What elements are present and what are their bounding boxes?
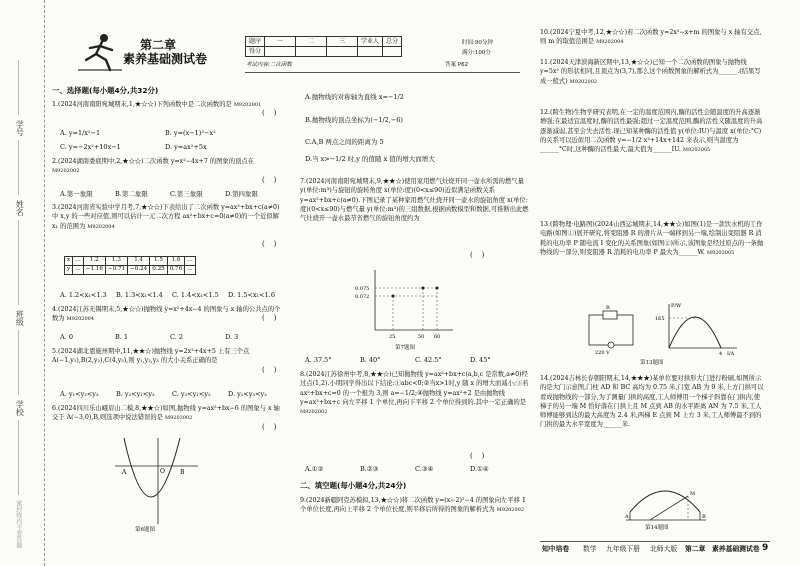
- footer-test: 素养基础测试卷: [712, 545, 760, 553]
- question-code: M9202004: [66, 316, 94, 323]
- question-code: M9202002: [300, 409, 328, 416]
- y-axis-label: P/W: [671, 303, 682, 309]
- option-a[interactable]: A. y=1/x²−1: [60, 129, 101, 137]
- option-c[interactable]: C. 2: [170, 333, 184, 341]
- option-b[interactable]: B. y₂<y₁<y₃: [116, 390, 155, 398]
- question-10: [540, 28, 765, 48]
- sidebar-label-class: 班级: [15, 310, 25, 326]
- question-5: [52, 347, 284, 366]
- figure-14-arch: [620, 480, 710, 525]
- question-6: [52, 404, 284, 424]
- option-d[interactable]: D. y₁<y₃<y₂: [228, 390, 267, 398]
- score-cell: 二: [296, 37, 327, 47]
- option-a[interactable]: A.第一象限: [60, 190, 93, 198]
- table-cell: −1.16: [83, 266, 105, 275]
- table-cell: 0.76: [167, 266, 184, 275]
- question-text: 8.(2024江苏徐州中考,8,★★☆)已知抛物线 y=ax²+bx+c(a,b,c 是常数,a≠0)经过点(1,2).小明同学得出以下结论:①abc<0;②当x>1时,y 随 x 的增大而减小;③若 ax²+bx+c=0 的一个根为 3,则 a=−1/2;④抛物线 y=ax²+2 是由抛物线 y=ax²+bx+c 向左平移 1 个单位,再向下平移 2 个单位得到的.其中一定正确的是: [300, 371, 529, 406]
- score-cell[interactable]: [383, 47, 402, 57]
- question-3: [52, 203, 284, 232]
- score-cell: 一: [265, 37, 296, 47]
- figure-7-graph: [355, 268, 455, 340]
- table-cell: 1.3: [105, 257, 127, 266]
- x-tick-label: 60: [434, 334, 441, 340]
- option-d[interactable]: D.第四象限: [225, 190, 259, 198]
- question-text: 11.(2024天津滨海新区期中,13,★☆☆)已知一个二次函数的图象与抛物线 y=5x² 的形状相同,且顶点为(3,7),那么这个函数图象的解析式为______.(结果写成一般式): [540, 59, 761, 85]
- option-a[interactable]: A. y₁<y₂<y₃: [60, 390, 99, 398]
- score-cell[interactable]: [358, 47, 383, 57]
- table-cell: −0.71: [105, 266, 127, 275]
- table-cell: 1.5: [150, 257, 167, 266]
- option-d[interactable]: D. 1.5<x₁<1.6: [228, 291, 275, 299]
- svg-text:B: B: [180, 469, 185, 476]
- question-code: M9202001: [233, 102, 262, 108]
- question-code: M9202002: [52, 168, 80, 175]
- question-text: 6.(2024四川乐山峨眉山二模,8,★★☆)如图,抛物线 y=ax²+bx−6 的图象与 x 轴交于 A(−3,0),B,则选项中说法错误的是: [52, 405, 280, 422]
- voltage-label: 220 V: [595, 350, 610, 355]
- table-cell: …: [185, 266, 196, 275]
- option-a[interactable]: A. 1.2<x₁<1.3: [60, 291, 107, 299]
- question-code: M9202002: [569, 78, 598, 85]
- full-score: 满分:100分: [462, 50, 491, 56]
- table-cell: 1.4: [128, 257, 150, 266]
- footer-brand: 知中培卷: [542, 545, 570, 553]
- svg-text:A: A: [625, 514, 629, 520]
- table-cell: …: [73, 266, 84, 275]
- table-cell: 1.2: [83, 257, 105, 266]
- question-13: [540, 220, 765, 258]
- footer-grade: 九年级下册: [606, 545, 640, 553]
- option-b[interactable]: B.②③: [360, 465, 379, 473]
- table-cell: …: [185, 257, 196, 266]
- binding-margin: [0, 0, 45, 566]
- section-choice-heading: 一、选择题(每小题4分,共32分): [52, 86, 159, 95]
- question-code: M9202004: [87, 223, 115, 230]
- table-cell: 0.25: [150, 266, 167, 275]
- section-fill-heading: 二、填空题(每小题4分,共24分): [300, 481, 407, 490]
- test-title: 素养基础测试卷: [123, 52, 208, 66]
- question-text: 1.(2024河南南阳宛城期末,1,★☆☆)下列函数中是二次函数的是: [52, 101, 232, 108]
- x-tick-label: 50: [418, 334, 425, 340]
- option-c[interactable]: C.③④: [415, 465, 434, 473]
- sidebar-rule: [18, 220, 19, 305]
- table-cell: y: [65, 266, 73, 275]
- figure-caption: 第7题图: [395, 345, 415, 351]
- score-cell: 三: [327, 37, 358, 47]
- question-7: [300, 177, 530, 223]
- question-text: 5.(2024湖北恩施州期中,11,★★☆)抛物线 y=2x²+4x+5 上有三个点 A(−1,y₁),B(2,y₂),C(4,y₃),则 y₁,y₂,y₃ 的大小关系正确的是: [52, 348, 250, 365]
- table-cell: x: [65, 257, 73, 266]
- question-code: M9202005: [682, 147, 711, 154]
- runner-illustration-icon: [70, 30, 130, 80]
- sidebar-label-name: 姓名: [15, 200, 25, 216]
- figure-caption: 第6题图: [135, 527, 155, 533]
- question-code: M9202004: [596, 39, 624, 46]
- score-cell: 学业人: [358, 37, 383, 47]
- answer-paren[interactable]: ( ): [262, 423, 277, 431]
- question-text: 9.(2024新疆阿克苏模拟,13,★☆☆)将二次函数 y=(x−2)²−4 的图象向左平移 1 个单位长度,再向上平移 2 个单位长度,则平移后所得的图象的解析式为: [300, 497, 526, 514]
- y-tick-label: 0.075: [355, 286, 370, 292]
- time-limit: 时间:90分钟: [462, 40, 493, 46]
- score-table: [245, 36, 402, 57]
- score-cell: 题序: [246, 37, 265, 47]
- score-cell: 得分: [246, 47, 265, 57]
- question-1: [52, 100, 284, 110]
- option-d[interactable]: D. 3: [225, 333, 239, 341]
- option-c[interactable]: C.A,B 两点之间的距离为 5: [305, 138, 384, 146]
- answer-paren[interactable]: ( ): [470, 251, 485, 259]
- option-c[interactable]: C. y₃<y₁<y₂: [172, 390, 211, 398]
- question-14: [540, 374, 765, 430]
- figure-caption: 第14题图: [645, 525, 669, 531]
- footer-edition: 北师大版: [650, 545, 678, 553]
- question-text: 3.(2024河南省实验中学月考,7,★☆☆)下表给出了二次函数 y=ax²+bx+c(a≠0)中 x,y 的一些对应值,则可以估计一元二次方程 ax²+bx+c=0(a≠0)的一个近似解 x₁ 的范围为: [52, 204, 280, 230]
- question-text: 10.(2024宁夏中考,12,★☆☆)若二次函数 y=2x²−x+m 的图象与 x 轴有交点,则 m 的取值范围是: [540, 29, 762, 46]
- question-text: 2.(2024湖南娄底期中,2,★☆☆)二次函数 y=x²−4x+7 的图象的顶点在: [52, 158, 254, 165]
- score-cell[interactable]: [296, 47, 327, 57]
- figure-6-parabola: [110, 436, 200, 526]
- question-9: [300, 496, 530, 516]
- sidebar-seal-stamp: 密封线内不要答题: [14, 500, 22, 548]
- question-8: [300, 370, 530, 417]
- figure-13-circuit: [575, 305, 645, 355]
- sidebar-rule: [18, 420, 19, 495]
- option-a[interactable]: A.抛物线的对称轴为直线 x=−1/2: [305, 93, 404, 101]
- peak-label: 165: [655, 316, 665, 322]
- option-a[interactable]: A.①②: [305, 465, 324, 473]
- xy-value-table: [64, 256, 196, 275]
- figure-caption: 第13题图: [640, 360, 664, 366]
- answer-ref: 答案 P62: [445, 62, 469, 68]
- question-11: [540, 58, 765, 87]
- svg-text:M: M: [690, 491, 696, 497]
- page-number: 9: [762, 543, 769, 553]
- sidebar-rule: [18, 140, 19, 195]
- option-c[interactable]: C. 42.5°: [415, 356, 442, 364]
- option-d[interactable]: D. 45°: [470, 356, 491, 364]
- question-code: M9202002: [496, 507, 525, 514]
- x-tick-label: 25: [389, 334, 396, 340]
- option-c[interactable]: C. y=−2x²+10x−1: [60, 143, 121, 151]
- question-text: 12.(跨生物)生物学研究表明,在一定的温度范围内,酶的活性会随温度的升高逐渐增强;在最适宜温度时,酶的活性最强;超过一定温度范围,酶的活性又随温度的升高逐渐减弱,甚至会失去活性.现已知某种酶的活性值 y(单位:IU)与温度 x(单位:°C)的关系可以近似用二次函数 y=−1/2 x²+14x+142 来表示,则当温度为______°C时,这种酶的活性最大,最大值为______IU.: [540, 109, 763, 154]
- answer-paren[interactable]: ( ): [470, 452, 485, 460]
- option-d[interactable]: D. y=ax²+5x: [165, 143, 207, 151]
- option-b[interactable]: B. 1.3<x₁<1.4: [116, 291, 163, 299]
- option-b[interactable]: B.抛物线的顶点坐标为(−1/2,−6): [305, 116, 403, 124]
- sidebar-label-id: 学号: [15, 120, 25, 136]
- svg-text:A: A: [122, 469, 127, 476]
- option-b[interactable]: B.第二象限: [115, 190, 148, 198]
- answer-paren[interactable]: ( ): [262, 240, 277, 248]
- table-cell: −0.24: [128, 266, 150, 275]
- sidebar-rule: [18, 60, 19, 115]
- question-code: M9202005: [706, 249, 735, 256]
- header-rule: [245, 72, 520, 73]
- footer-chapter: 第二章: [685, 545, 706, 553]
- x-axis-label: I/A: [727, 351, 735, 356]
- score-cell[interactable]: [327, 47, 358, 57]
- footer-subject: 数学: [583, 545, 597, 553]
- option-b[interactable]: B. 40°: [360, 356, 381, 364]
- question-code: M9202002: [164, 415, 193, 422]
- x-tick-label: 4: [719, 351, 723, 356]
- option-c[interactable]: C. 1.4<x₁<1.5: [172, 291, 219, 299]
- score-cell: 总分: [383, 37, 402, 47]
- question-text: 4.(2024江苏无锡期末,5,★☆☆)抛物线 y=x²+4x−4 的图象与 x 轴的公共点的个数为: [52, 306, 281, 323]
- question-2: [52, 157, 282, 177]
- question-text: 7.(2024河南南阳宛城期末,9,★★☆)使用家用燃气灶烧开同一壶水所需的燃气量 y(单位:m³)与旋钮的旋转角度 x(单位:度)(0<x≤90)近似满足函数关系 y=ax²+bx+c(a≠0).下图记录了某种家用燃气灶烧开同一壶水的旋钮角度 x(单位:度)(0<x≤90)与燃气量 y(单位:m³)的三组数据,根据函数模型和数据,可推断出此燃气灶烧开一壶水最节省燃气的旋钮角度约为: [300, 178, 529, 223]
- question-text: 14.(2024吉林长春朝阳期末,14,★★★)某单位要对拱形大门进行粉刷,如图所示的是大门示意图,门柱 AD 和 BC 高均为 0.75 米,门宽 AB 为 9 米,上方门拱可以看成抛物线的一部分,为了测量门拱的高度,工人师傅用一个梯子斜靠在门拱内,使梯子的另一端 M 恰好落在门拱上且 M 点到 AB 的水平距离 AN 为 7.5 米,工人师傅能够到达的最大高度为 2.4 米,两梯 E 点到 M 上方 3 米,工人师傅最不到的门拱的最大水平宽度为______米.: [540, 375, 764, 429]
- answer-paren[interactable]: ( ): [262, 366, 277, 374]
- chapter-title: 第二章: [140, 38, 177, 52]
- resistor-label: R: [606, 305, 610, 311]
- option-c[interactable]: C.第三象限: [170, 190, 203, 198]
- answer-paren[interactable]: ( ): [262, 176, 277, 184]
- option-a[interactable]: A. 37.5°: [305, 356, 332, 364]
- figure-13-power-curve: [655, 300, 740, 356]
- test-content: 考试内容:二次函数: [246, 62, 292, 68]
- question-text: 13.(跨物理·电路图)(2024山西运城期末,14,★★☆)如图(1)是一款饮水机的工作电路(如图①)展开研究,将变阻器 R 的滑片从一端移到另一端,绘制出变阻器 R 消耗的电功率 P 随电流 I 变化的关系图象(如图②)所示,该图象是经过原点的一条抛物线的一部分,则变阻器 R 消耗的电功率 P 最大为______W.: [540, 221, 764, 256]
- question-4: [52, 305, 284, 325]
- option-d[interactable]: D.当 x>−1/2 时,y 的值随 x 值的增大而增大: [305, 155, 435, 163]
- score-cell[interactable]: [265, 47, 296, 57]
- option-a[interactable]: A. 0: [60, 333, 73, 341]
- table-cell: …: [73, 257, 84, 266]
- svg-text:B: B: [702, 514, 706, 520]
- option-d[interactable]: D.①④: [470, 465, 489, 473]
- y-tick-label: 0.072: [355, 294, 370, 300]
- sidebar-rule: [18, 330, 19, 395]
- option-b[interactable]: B. 1: [115, 333, 129, 341]
- svg-text:O: O: [160, 468, 165, 475]
- footer-rule: [540, 541, 770, 542]
- question-12: [540, 108, 765, 155]
- answer-paren[interactable]: ( ): [262, 109, 277, 117]
- answer-paren[interactable]: ( ): [262, 314, 277, 322]
- table-cell: 1.6: [167, 257, 184, 266]
- sidebar-label-school: 学校: [15, 400, 25, 416]
- option-b[interactable]: B. y=(x−1)²−x²: [165, 129, 216, 137]
